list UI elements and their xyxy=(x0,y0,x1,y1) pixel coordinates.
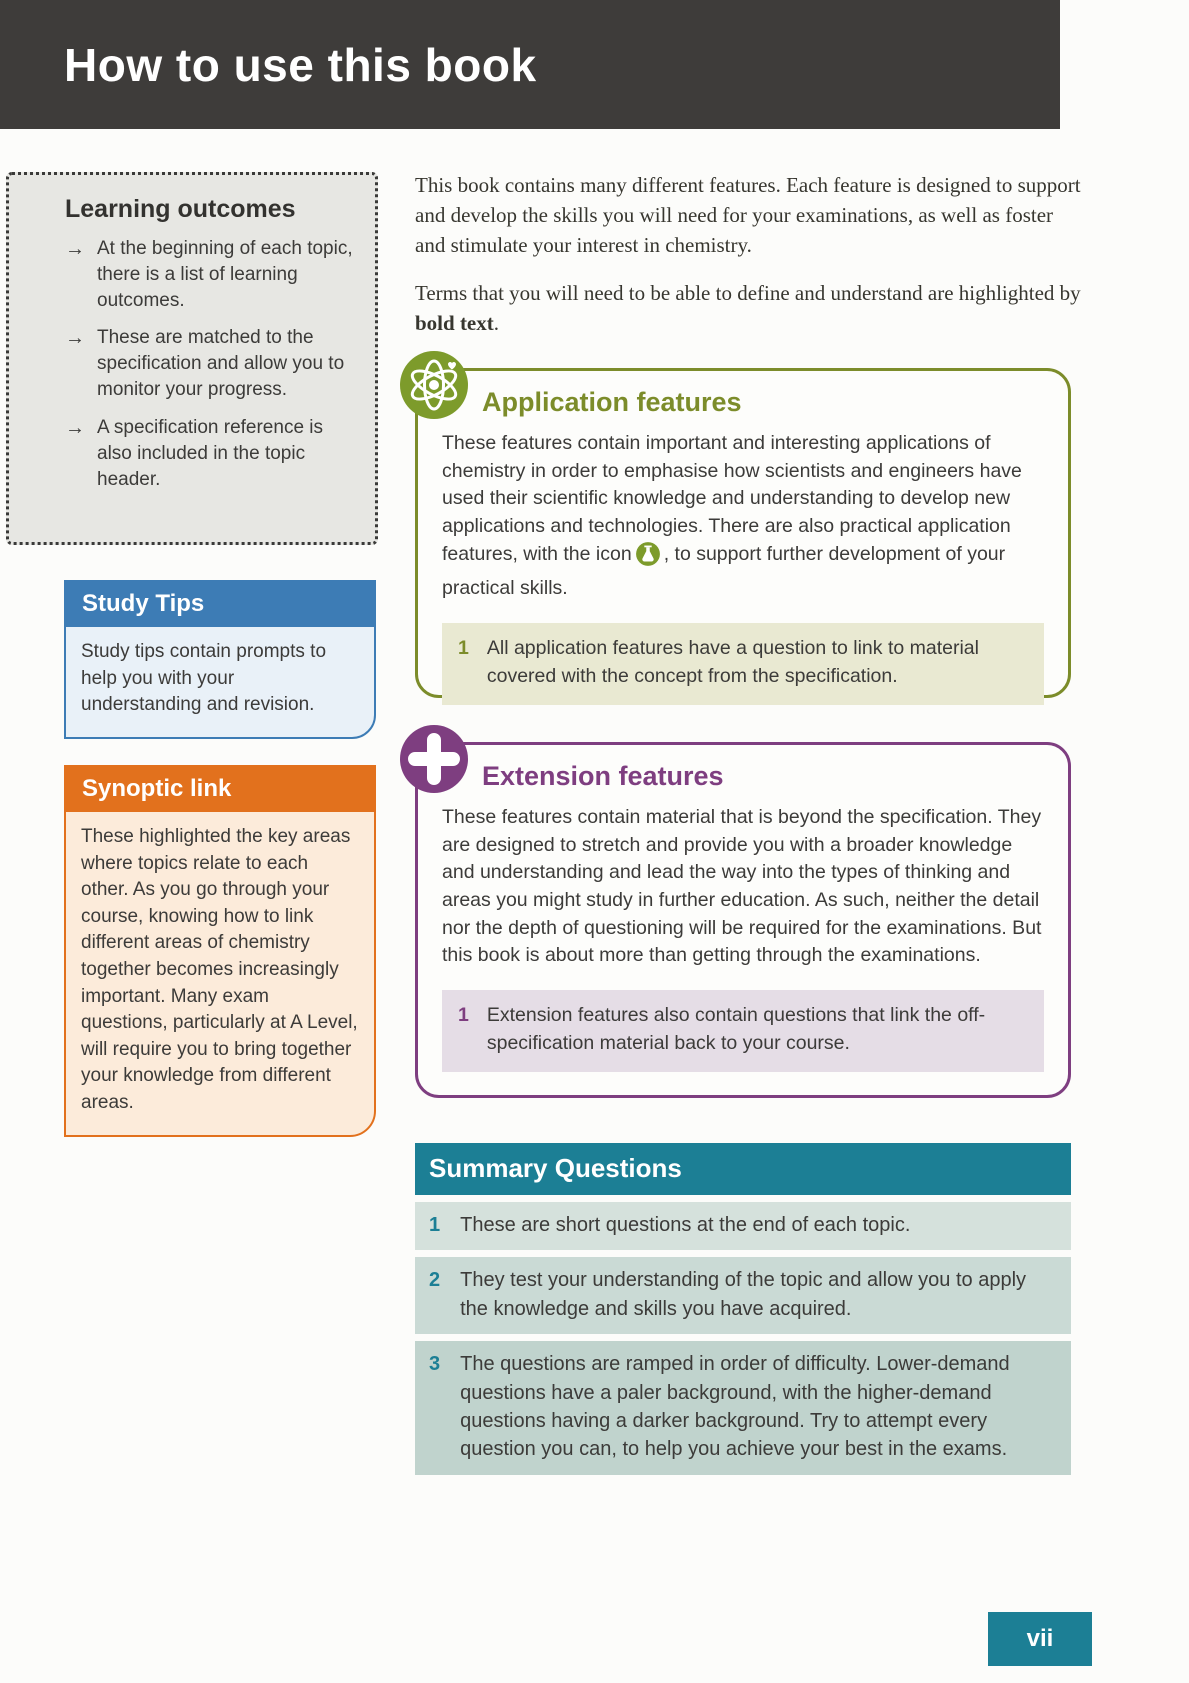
application-features-body: These features contain important and interesting applications of chemistry in order to emphasise how scientists and engineers have used their scientific knowledge and understanding to develop new applications and technologies. There are also practical application features, with the icon , to support further development of your practical skills. xyxy=(442,432,1022,600)
bold-text-sample: bold text xyxy=(415,311,494,336)
page-number: vii xyxy=(988,1612,1092,1666)
note-text: Extension features also contain questions that link the off-specification material back to your course. xyxy=(486,1004,986,1054)
extension-features-box xyxy=(415,742,1071,1098)
question-number: 1 xyxy=(429,1214,441,1236)
terms-text: Terms that you will need to be able to define and understand are highlighted by xyxy=(415,281,1081,305)
study-tips-box xyxy=(64,580,376,739)
note-number: 1 xyxy=(458,637,469,660)
intro-paragraph: This book contains many different features. Each feature is designed to support and develop the skills you will need for your examinations, as well as foster and stimulate your interest in chemistry. xyxy=(415,173,1081,258)
summary-question-row xyxy=(415,1202,1071,1250)
study-tips-title: Study Tips xyxy=(66,582,374,627)
terms-text-end: . xyxy=(493,311,499,336)
list-item xyxy=(65,415,359,492)
plus-icon xyxy=(398,723,470,795)
arrow-icon: → xyxy=(65,238,85,260)
extension-features-title: Extension features xyxy=(482,761,724,791)
learning-outcome-text: At the beginning of each topic, there is a list of learning outcomes. xyxy=(97,238,353,311)
list-item xyxy=(65,236,359,313)
atom-icon xyxy=(398,349,470,421)
question-number: 3 xyxy=(429,1353,441,1376)
learning-outcomes-box xyxy=(6,172,378,545)
synoptic-link-title: Synoptic link xyxy=(66,767,374,812)
note-text: All application features have a question to link to material covered with the concept from the specification. xyxy=(486,637,979,687)
question-text: The questions are ramped in order of difficulty. Lower-demand questions have a paler background, with the higher-demand questions having a darker background. Try to attempt every question you can, to help you achieve your best in the exams. xyxy=(460,1353,1010,1461)
page-header xyxy=(0,0,1060,129)
question-text: They test your understanding of the topic and allow you to apply the knowledge and skills you have acquired. xyxy=(460,1269,1027,1320)
note-number: 1 xyxy=(458,1004,469,1027)
learning-outcome-text: A specification reference is also included in the topic header. xyxy=(97,416,324,490)
extension-features-body: These features contain material that is beyond the specification. They are designed to stretch and provide you with a broader knowledge and understanding and lead the way into the types of thinking and areas you might study in further education. As such, neither the detail nor the depth of questioning will be required for the examinations. But this book is about more than getting through the examinations. xyxy=(442,806,1042,967)
learning-outcomes-title: Learning outcomes xyxy=(65,195,296,223)
application-features-box xyxy=(415,368,1071,698)
flask-icon xyxy=(635,541,661,576)
summary-question-row xyxy=(415,1341,1071,1475)
application-features-title: Application features xyxy=(482,387,742,417)
arrow-icon: → xyxy=(65,327,85,350)
question-text: These are short questions at the end of each topic. xyxy=(460,1214,911,1236)
question-number: 2 xyxy=(429,1269,441,1292)
synoptic-link-box xyxy=(64,765,376,1137)
extension-note xyxy=(442,990,1044,1071)
synoptic-link-body: These highlighted the key areas where topics relate to each other. As you go through your course, knowing how to link different areas of chemistry together becomes increasingly important. Many exam questions, particularly at A Level, will require you to bring together your knowledge from different areas. xyxy=(81,826,358,1113)
summary-questions-box xyxy=(415,1143,1071,1475)
page-title: How to use this book xyxy=(64,38,537,91)
application-note xyxy=(442,623,1044,704)
terms-paragraph xyxy=(415,278,1083,338)
summary-question-row xyxy=(415,1257,1071,1334)
study-tips-body: Study tips contain prompts to help you with your understanding and revision. xyxy=(81,641,327,716)
summary-questions-title: Summary Questions xyxy=(415,1143,1071,1195)
list-item xyxy=(65,325,359,402)
learning-outcome-text: These are matched to the specification and allow you to monitor your progress. xyxy=(97,327,345,401)
arrow-icon: → xyxy=(65,416,85,439)
